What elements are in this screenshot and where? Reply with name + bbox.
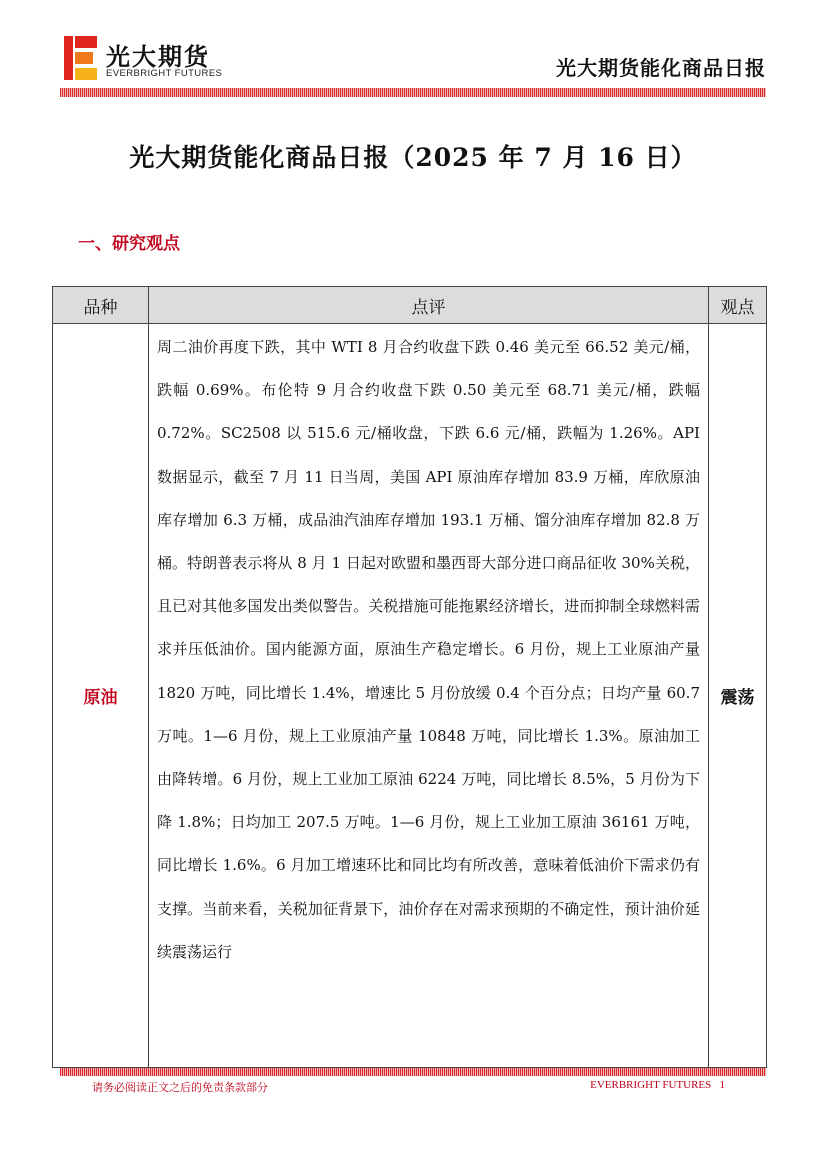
row-commentary-cell [149, 324, 709, 1068]
footer-disclaimer: 请务必阅读正文之后的免责条款部分 [92, 1081, 268, 1094]
report-name: 光大期货能化商品日报 [556, 56, 766, 80]
page-number: 1 [719, 1079, 725, 1091]
company-logo [64, 36, 264, 82]
table-header-row [53, 287, 767, 324]
logo-english-name: EVERBRIGHT FUTURES [106, 68, 223, 79]
row-category: 原油 [53, 324, 149, 1068]
page-title: 光大期货能化商品日报（2025 年 7 月 16 日） [129, 143, 697, 172]
logo-chinese-name: 光大期货 [106, 43, 210, 71]
logo-mark-icon [64, 36, 100, 80]
footer-divider [60, 1068, 766, 1076]
section-title: 一、研究观点 [78, 234, 180, 254]
footer-brand: EVERBRIGHT FUTURES [590, 1079, 712, 1091]
header-divider [60, 88, 766, 97]
header-view: 观点 [709, 287, 767, 324]
table-row [53, 324, 767, 1068]
row-view: 震荡 [709, 324, 767, 1068]
research-view-table [52, 286, 767, 1068]
row-commentary: 周二油价再度下跌，其中 WTI 8 月合约收盘下跌 0.46 美元至 66.52 美元/桶，跌幅 0.69%。布伦特 9 月合约收盘下跌 0.50 美元至 68.71 美元/桶，跌幅 0.72%。SC2508 以 515.6 元/桶收盘，下跌 6.6 元/桶，跌幅为 1.26%。API 数据显示，截至 7 月 11 日当周，美国 API 原油库存增加 83.9 万桶，库欣原油库存增加 6.3 万桶，成品油汽油库存增加 193.1 万桶、馏分油库存增加 82.8 万桶。特朗普表示将从 8 月 1 日起对欧盟和墨西哥大部分进口商品征收 30%关税，且已对其他多国发出类似警告。关税措施可能拖累经济增长，进而抑制全球燃料需求并压低油价。国内能源方面，原油生产稳定增长。6 月份，规上工业原油产量 1820 万吨，同比增长 1.4%，增速比 5 月份放缓 0.4 个百分点；日均产量 60.7 万吨。1—6 月份，规上工业原油产量 10848 万吨，同比增长 1.3%。原油加工由降转增。6 月份，规上工业加工原油 6224 万吨，同比增长 8.5%，5 月份为下降 1.8%；日均加工 207.5 万吨。1—6 月份，规上工业加工原油 36161 万吨，同比增长 1.6%。6 月加工增速环比和同比均有所改善，意味着低油价下需求仍有支撑。当前来看，关税加征背景下，油价存在对需求预期的不确定性，预计油价延续震荡运行 [157, 338, 700, 961]
header-commentary: 点评 [149, 287, 709, 324]
footer-brand-page [590, 1079, 725, 1091]
header-category: 品种 [53, 287, 149, 324]
